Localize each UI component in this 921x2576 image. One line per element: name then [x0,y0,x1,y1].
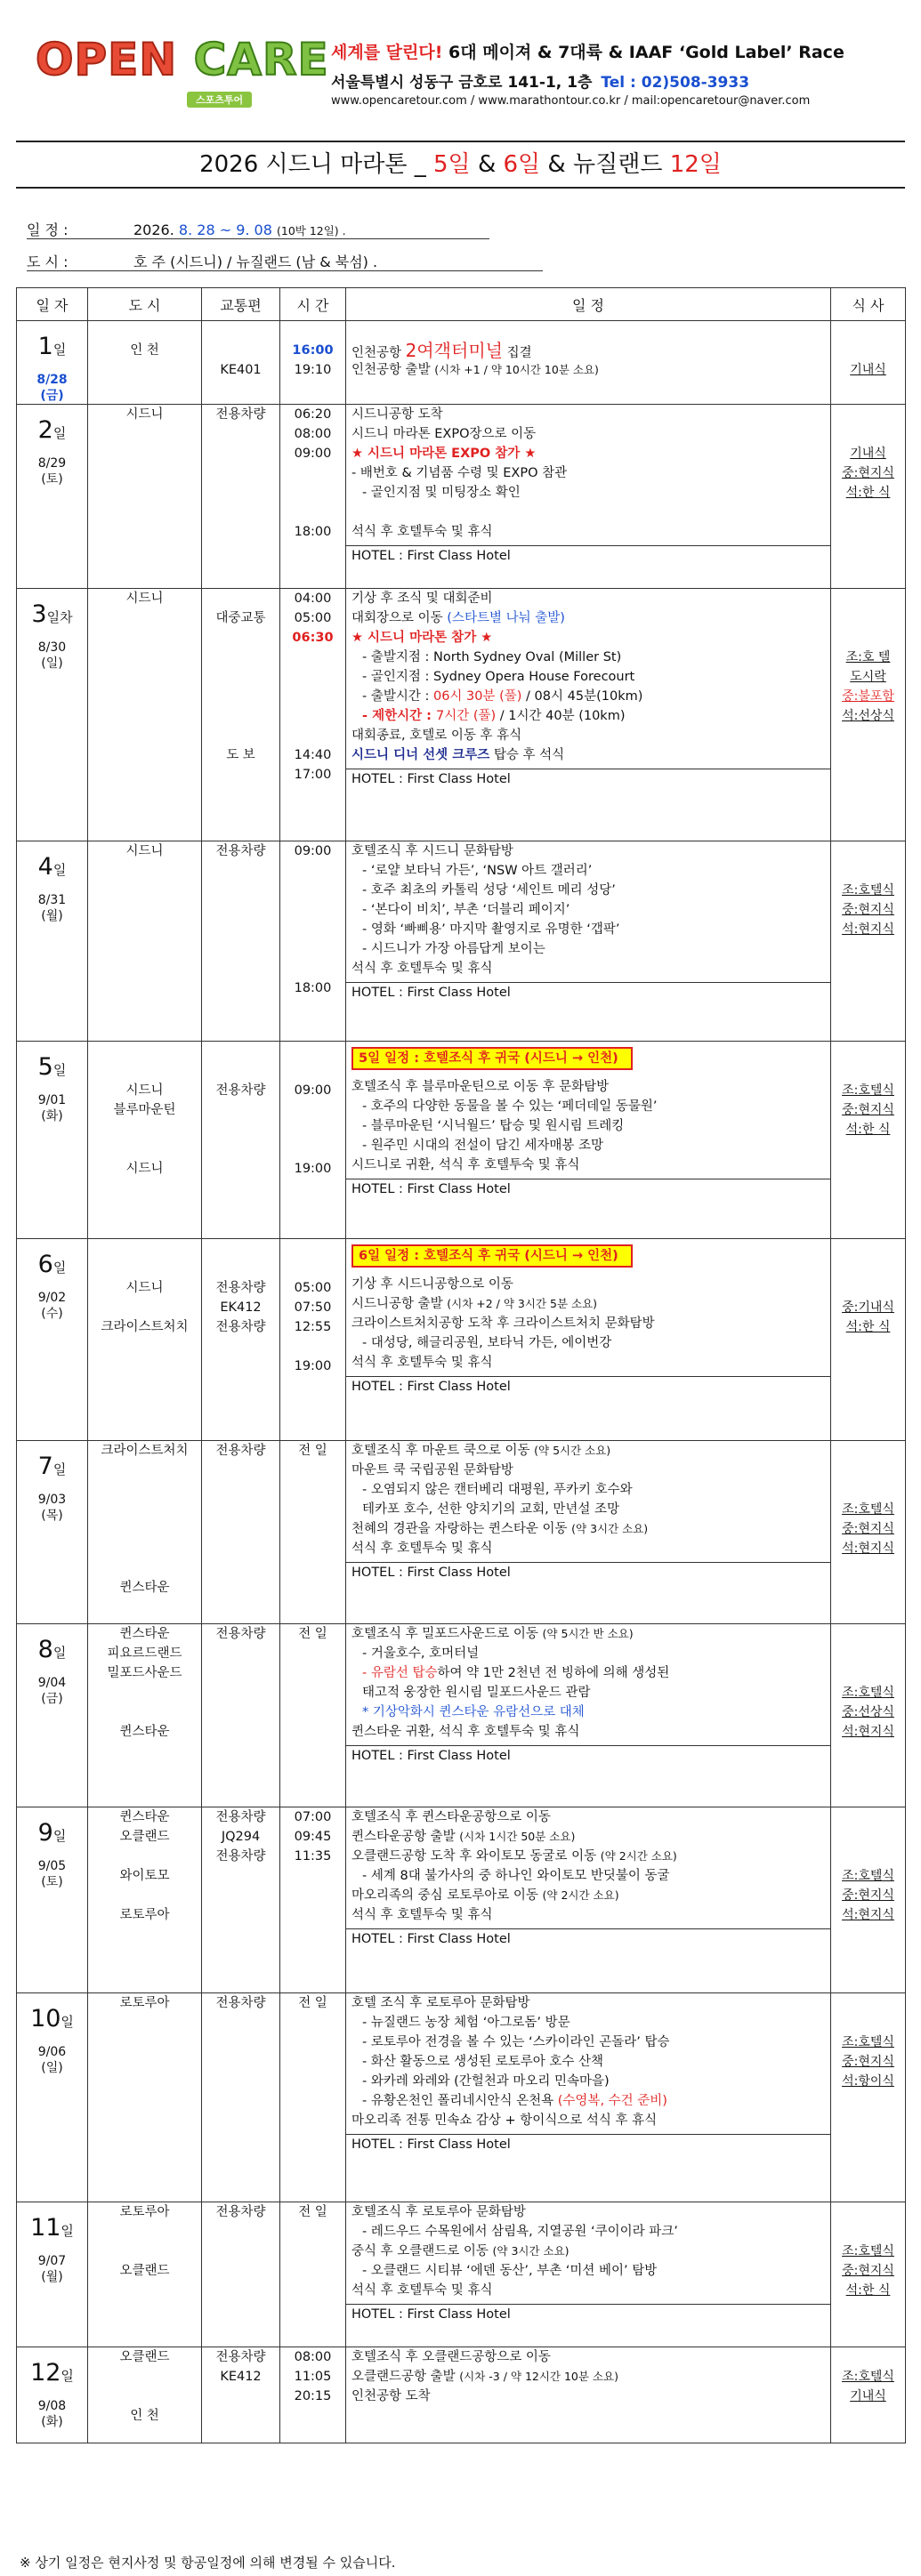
day-date: 8/31 (월) [37,893,67,923]
plan-line: 대회종료, 호텔로 이동 후 휴식 [351,729,522,743]
schedule-row-day-4 [17,841,906,1042]
day-number: 11일 [30,2214,74,2242]
plan-line: - 출발시간 : 06시 30분 (풀) / 08시 45분(10km) [362,689,643,704]
day-number: 1일 [37,333,67,360]
early-return-notice: 5일 일정 : 호텔조식 후 귀국 (시드니 → 인천) [351,1047,633,1070]
city-cell: 퀸스타운 오클랜드 와이토모 로토루아 [88,1807,202,1993]
plan-line: 시드니공항 출발 (시차 +2 / 약 3시간 5분 소요) [351,1297,598,1311]
plan-line: - 호주 최초의 카톨릭 성당 ‘세인트 메리 성당’ [362,883,616,898]
transport-cell: 전용차량 [202,1993,280,2202]
meal-cell: 조:호텔식 중:현지식 석:현지식 [831,1807,906,1993]
time-cell: 09:00 18:00 [280,841,346,1042]
schedule-table [16,287,906,2443]
hotel-line: HOTEL : First Class Hotel [346,1179,830,1199]
city-cell: 인 천 [88,321,202,405]
hotel-line: HOTEL : First Class Hotel [346,982,830,1002]
plan-line: 마오리족 전통 민속쇼 감상 + 항이식으로 석식 후 휴식 [351,2113,658,2128]
plan-cell [346,405,831,589]
plan-line: - 오염되지 않은 캔터베리 대평원, 푸카키 호수와 [362,1483,633,1497]
plan-line: 오클랜드공항 출발 (시차 -3 / 약 12시간 10분 소요) [351,2370,618,2384]
plan-line: 마오리족의 중심 로토루아로 이동 (약 2시간 소요) [351,1888,619,1903]
hotel-line: HOTEL : First Class Hotel [346,1928,830,1949]
schedule-row-day-10 [17,1993,906,2202]
plan-line [346,321,830,341]
hotel-line: HOTEL : First Class Hotel [346,545,830,566]
plan-line: - 로토루아 전경을 볼 수 있는 ‘스카이라인 곤돌라’ 탑승 [362,2035,670,2049]
logo: OPEN CARE [36,34,329,85]
plan-line: - 대성당, 해글리공원, 보타닉 가든, 에이번강 [362,1336,612,1350]
plan-line: - 골인지점 및 미팅장소 확인 [362,486,521,500]
day-number: 8일 [37,1636,67,1663]
plan-line: 석식 후 호텔투숙 및 휴식 [351,525,493,539]
plan-line: 호텔조식 후 시드니 문화탐방 [351,844,513,858]
schedule-row-day-11 [17,2202,906,2347]
day-cell [17,1993,88,2202]
plan-line: 테카포 호수, 선한 양치기의 교회, 만년설 조망 [362,1502,619,1517]
city-cell: 크라이스트처치 퀸스타운 [88,1441,202,1624]
time-cell: 05:00 07:50 12:55 19:00 [280,1239,346,1441]
day-cell [17,1042,88,1239]
col-city: 도 시 [88,288,202,321]
plan-line: 인천공항 도착 [351,2389,431,2403]
plan-line: 퀸스타운 귀환, 석식 후 호텔투숙 및 휴식 [351,1725,580,1739]
city-cell: 시드니 [88,841,202,1042]
header [0,0,921,125]
plan-line: 호텔 조식 후 로토루아 문화탐방 [351,1996,530,2010]
plan-line: - 원주민 시대의 전설이 담긴 세자매봉 조망 [362,1139,604,1153]
schedule-row-day-9 [17,1807,906,1993]
schedule-row-day-12 [17,2347,906,2443]
day-date: 9/07 (월) [37,2254,67,2284]
plan-line: 시드니로 귀환, 석식 후 호텔투숙 및 휴식 [351,1158,580,1172]
plan-line: 석식 후 호텔투숙 및 휴식 [351,962,493,976]
plan-line [346,503,830,522]
schedule-row-day-1 [17,321,906,405]
plan-cell [346,1042,831,1239]
schedule-row-day-3 [17,589,906,841]
plan-line: 호텔조식 후 오클랜드공항으로 이동 [351,2350,551,2364]
plan-line: - 거울호수, 호머터널 [362,1646,480,1661]
plan-line: 호텔조식 후 로토루아 문화탐방 [351,2205,526,2219]
plan-line: 중식 후 오클랜드로 이동 (약 3시간 소요) [351,2244,570,2258]
day-number: 6일 [37,1251,67,1278]
plan-line: - 배번호 & 기념품 수령 및 EXPO 참관 [351,466,568,480]
web-links[interactable]: www.opencaretour.com / www.marathontour.co.kr / mail:opencaretour@naver.com [331,94,811,108]
day-cell [17,589,88,841]
plan-line: 석식 후 호텔투숙 및 휴식 [351,1542,493,1556]
city-cell: 시드니 크라이스트처치 [88,1239,202,1441]
plan-line: 기상 후 조식 및 대회준비 [351,592,493,606]
meal-cell: 기내식 중:현지식 석:한 식 [831,405,906,589]
city-cell: 로토루아 [88,1993,202,2202]
plan-line: - ‘로얄 보타닉 가든’, ‘NSW 아트 갤러리’ [362,864,593,878]
address: 서울특별시 성동구 금호로 141-1, 1층 Tel : 02)508-3933 [331,74,750,92]
day-cell [17,405,88,589]
transport-cell: 전용차량 [202,841,280,1042]
col-time: 시 간 [280,288,346,321]
day-number: 4일 [37,853,67,881]
day-date: 9/01 (화) [37,1093,67,1123]
plan-line: 호텔조식 후 블루마운틴으로 이동 후 문화탐방 [351,1080,610,1094]
plan-line: 대회장으로 이동 (스타트별 나눠 출발) [351,611,565,625]
transport-cell: 전용차량 KE412 [202,2347,280,2443]
day-number: 7일 [37,1453,67,1480]
day-number: 12일 [30,2359,74,2387]
plan-cell [346,2347,831,2443]
col-plan: 일 정 [346,288,831,321]
day-date: 9/03 (목) [37,1493,67,1523]
time-cell: 16:00 19:10 [280,321,346,405]
plan-line: 인천공항 2여객터미널 집결 [351,341,532,360]
day-cell [17,1239,88,1441]
plan-cell [346,1441,831,1624]
col-meal: 식 사 [831,288,906,321]
plan-line: - 세계 8대 불가사의 중 하나인 와이토모 반딧불이 동굴 [362,1869,670,1883]
day-date: 8/29 (토) [37,456,67,487]
plan-cell [346,1624,831,1807]
meal-cell: 조:호텔식 중:현지식 석:항이식 [831,1993,906,2202]
plan-line: 천혜의 경관을 자랑하는 퀸스타운 이동 (약 3시간 소요) [351,1522,649,1536]
time-cell: 전 일 [280,2202,346,2347]
plan-line: 호텔조식 후 밀포드사운드로 이동 (약 5시간 반 소요) [351,1627,634,1641]
day-number: 3일차 [31,600,73,628]
footer-note: ※ 상기 일정은 현지사정 및 항공일정에 의해 변경될 수 있습니다. [20,2555,396,2571]
plan-line: ★ 시드니 마라톤 참가 ★ [351,631,493,645]
plan-cell [346,1239,831,1441]
transport-cell: 전용차량 [202,2202,280,2347]
table-header [17,288,906,321]
plan-line: 호텔조식 후 마운트 쿡으로 이동 (약 5시간 소요) [351,1444,611,1458]
col-transport: 교통편 [202,288,280,321]
plan-line: - 시드니가 가장 아름답게 보이는 [362,942,545,956]
meal-cell: 조:호텔식 중:현지식 석:현지식 [831,1441,906,1624]
city-cell: 시드니 [88,589,202,841]
plan-line: 퀸스타운공항 출발 (시차 1시간 50분 소요) [351,1830,576,1844]
day-cell [17,1807,88,1993]
time-cell: 08:00 11:05 20:15 [280,2347,346,2443]
meal-cell: 조:호텔식 중:현지식 석:한 식 [831,2202,906,2347]
plan-line: 시드니 디너 선셋 크루즈 탑승 후 석식 [351,748,565,762]
phone: Tel : 02)508-3933 [601,74,750,92]
plan-line: - 와카레 와레와 (간헐천과 마오리 민속마을) [362,2074,610,2089]
day-date: 9/02 (수) [37,1291,67,1321]
transport-cell: 전용차량 [202,1042,280,1239]
day-date: 9/06 (일) [37,2045,67,2075]
plan-cell [346,841,831,1042]
plan-line: 기상 후 시드니공항으로 이동 [351,1277,513,1292]
time-cell: 전 일 [280,1441,346,1624]
transport-cell: 전용차량 [202,405,280,589]
schedule-row-day-7 [17,1441,906,1624]
day-number: 10일 [30,2005,74,2033]
day-cell [17,1624,88,1807]
city-row: 도 시 : 호 주 (시드니) / 뉴질랜드 (남 & 북섬) . [27,254,378,270]
slogan: 세계를 달린다! 6대 메이져 & 7대륙 & IAAF ‘Gold Label’ Race [331,43,844,62]
hotel-line: HOTEL : First Class Hotel [346,1376,830,1397]
col-date: 일 자 [17,288,88,321]
hotel-line: HOTEL : First Class Hotel [346,769,830,789]
plan-line: - 골인지점 : Sydney Opera House Forecourt [362,670,635,684]
plan-line: - 영화 ‘빠삐용’ 마지막 촬영지로 유명한 ‘갭팍’ [362,922,620,937]
plan-cell [346,1807,831,1993]
day-number: 2일 [37,416,67,444]
plan-line: - 제한시간 : 7시간 (풀) / 1시간 40분 (10km) [362,709,626,723]
transport-cell: 대중교통 도 보 [202,589,280,841]
city-cell: 퀸스타운 피요르드랜드 밀포드사운드 퀸스타운 [88,1624,202,1807]
day-cell [17,1441,88,1624]
plan-line: - 유황온천인 폴리네시안식 온천욕 (수영복, 수건 준비) [362,2094,667,2108]
plan-line: 태고적 웅장한 원시림 밀포드사운드 관람 [362,1686,591,1700]
day-cell [17,321,88,405]
meal-cell: 조:호텔식 중:현지식 석:한 식 [831,1042,906,1239]
plan-line: 석식 후 호텔투숙 및 휴식 [351,1908,493,1922]
day-date: 9/08 (화) [37,2399,67,2429]
plan-line: 인천공항 출발 (시차 +1 / 약 10시간 10분 소요) [351,363,599,377]
time-cell: 07:00 09:45 11:35 [280,1807,346,1993]
hotel-line: HOTEL : First Class Hotel [346,2304,830,2324]
transport-cell: 전용차량 [202,1441,280,1624]
transport-cell: 전용차량 EK412 전용차량 [202,1239,280,1441]
plan-line: - 출발지점 : North Sydney Oval (Miller St) [362,650,622,664]
time-cell: 전 일 [280,1993,346,2202]
city-cell: 시드니 블루마운틴 시드니 [88,1042,202,1239]
transport-cell: 전용차량 JQ294 전용차량 [202,1807,280,1993]
plan-line: - 뉴질랜드 농장 체험 ‘아그로돔’ 방문 [362,2016,570,2030]
day-date: 8/28 (금) [36,373,68,403]
city-cell: 로토루아 오클랜드 [88,2202,202,2347]
plan-cell [346,589,831,841]
meal-cell: 중:기내식 석:한 식 [831,1239,906,1441]
time-cell: 09:00 19:00 [280,1042,346,1239]
plan-line: 시드니공항 도착 [351,407,443,422]
day-cell [17,2347,88,2443]
transport-cell: 전용차량 [202,1624,280,1807]
plan-line: 크라이스트처치공항 도착 후 크라이스트처치 문화탐방 [351,1316,655,1331]
plan-line: * 기상악화시 퀸스타운 유람선으로 대체 [362,1705,585,1719]
time-cell: 전 일 [280,1624,346,1807]
plan-line: - 블루마운틴 ‘시닉월드’ 탑승 및 원시림 트레킹 [362,1119,625,1133]
plan-line: 석식 후 호텔투숙 및 휴식 [351,1356,493,1370]
day-date: 8/30 (일) [37,640,67,671]
schedule-row-day-5 [17,1042,906,1239]
day-cell [17,841,88,1042]
plan-line: - 레드우드 수목원에서 삼림욕, 지열공원 ‘쿠이이라 파크’ [362,2225,678,2239]
plan-line: - ‘본다이 비치’, 부촌 ‘더블리 페이지’ [362,903,570,917]
plan-cell [346,1993,831,2202]
page-title: 2026 시드니 마라톤 _ 5일 & 6일 & 뉴질랜드 12일 [16,141,905,189]
hotel-line: HOTEL : First Class Hotel [346,2134,830,2154]
city-cell: 오클랜드 인 천 [88,2347,202,2443]
day-date: 9/04 (금) [37,1676,67,1706]
day-number: 9일 [37,1819,67,1847]
logo-subtitle: 스포츠투어 [187,92,252,108]
meal-cell: 조:호텔식 중:선상식 석:현지식 [831,1624,906,1807]
time-cell: 04:00 05:00 06:30 14:40 17:00 [280,589,346,841]
day-cell [17,2202,88,2347]
schedule-row-day-2 [17,405,906,589]
plan-line: 호텔조식 후 퀸스타운공항으로 이동 [351,1810,551,1824]
plan-line: - 오클랜드 시티뷰 ‘에덴 동산’, 부촌 ‘미션 베이’ 탐방 [362,2264,658,2278]
plan-line: - 유람선 탑승하여 약 1만 2천년 전 빙하에 의해 생성된 [362,1666,670,1680]
meal-cell: 조:호텔식 중:현지식 석:현지식 [831,841,906,1042]
plan-line: 마운트 쿡 국립공원 문화탐방 [351,1463,513,1477]
plan-line: ★ 시드니 마라톤 EXPO 참가 ★ [351,447,537,461]
day-date: 9/05 (토) [37,1859,67,1889]
meal-cell: 조:호텔식 기내식 [831,2347,906,2443]
transport-cell: KE401 [202,321,280,405]
plan-line: 시드니 마라톤 EXPO장으로 이동 [351,427,537,441]
time-cell: 06:20 08:00 09:00 18:00 [280,405,346,589]
hotel-line: HOTEL : First Class Hotel [346,1745,830,1766]
plan-line: - 호주의 다양한 동물을 볼 수 있는 ‘페더데일 동물원’ [362,1099,658,1114]
plan-cell [346,2202,831,2347]
meal-cell: 기내식 [831,321,906,405]
plan-cell [346,321,831,405]
day-number: 5일 [37,1053,67,1081]
plan-line: 오클랜드공항 도착 후 와이토모 동굴로 이동 (약 2시간 소요) [351,1849,677,1864]
period-row: 일 정 : 2026. 8. 28 ~ 9. 08 (10박 12일) . [27,221,346,238]
plan-line: 석식 후 호텔투숙 및 휴식 [351,2283,493,2298]
plan-line: - 화산 활동으로 생성된 로토루아 호수 산책 [362,2055,604,2069]
early-return-notice: 6일 일정 : 호텔조식 후 귀국 (시드니 → 인천) [351,1244,633,1268]
schedule-row-day-6 [17,1239,906,1441]
schedule-row-day-8 [17,1624,906,1807]
hotel-line: HOTEL : First Class Hotel [346,1562,830,1582]
city-cell: 시드니 [88,405,202,589]
meal-cell: 조:호 텔 도시락 중:불포함 석:선상식 [831,589,906,841]
